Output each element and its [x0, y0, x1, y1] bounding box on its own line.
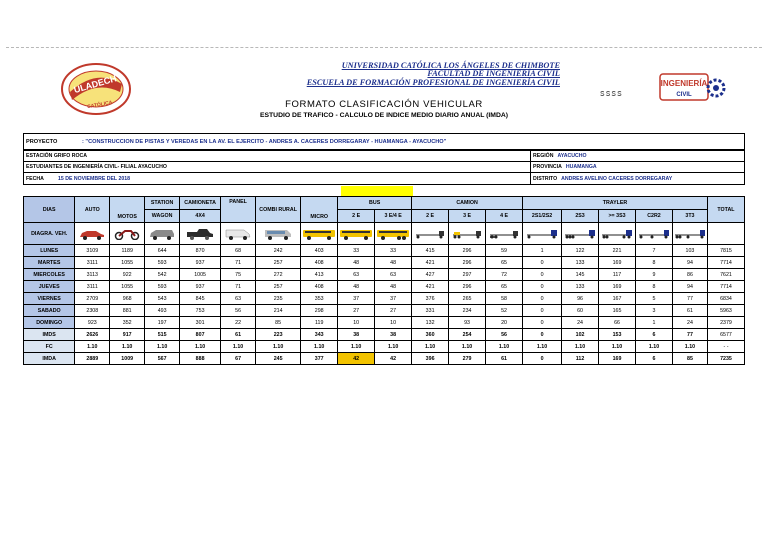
- minibus-icon: [263, 228, 293, 240]
- cell: 167: [599, 293, 636, 305]
- cell: 360: [412, 329, 449, 341]
- cell: 52: [486, 305, 523, 317]
- cell: 77: [672, 329, 707, 341]
- pickup-icon: [185, 228, 215, 240]
- cell: 20: [486, 317, 523, 329]
- cell: 1189: [110, 245, 145, 257]
- col-trayler-3t3: 3T3: [672, 210, 707, 223]
- row-day: MIERCOLES: [24, 269, 75, 281]
- cell: 60: [562, 305, 599, 317]
- cell: 1.10: [221, 341, 256, 353]
- col-trayler-2s3: 2S3: [562, 210, 599, 223]
- cell: 254: [449, 329, 486, 341]
- cell: 1.10: [75, 341, 110, 353]
- cell: 48: [375, 257, 412, 269]
- cell: 94: [672, 257, 707, 269]
- project-label: PROYECTO: [26, 138, 58, 145]
- cell: 61: [486, 353, 523, 365]
- cell: 845: [180, 293, 221, 305]
- row-day: VIERNES: [24, 293, 75, 305]
- cell: 1.10: [256, 341, 301, 353]
- cell: 7714: [707, 281, 744, 293]
- cell: 427: [412, 269, 449, 281]
- header-row-1: [24, 197, 745, 210]
- total-diagram-empty: [707, 223, 744, 245]
- province-label: PROVINCIA: [533, 164, 562, 170]
- cell: 2626: [75, 329, 110, 341]
- cell: 493: [145, 305, 180, 317]
- col-camion-2e: 2 E: [412, 210, 449, 223]
- university-line-1: UNIVERSIDAD CATÓLICA LOS ÁNGELES DE CHIMBOTE: [341, 61, 560, 70]
- cell: 42: [375, 353, 412, 365]
- cell: 169: [599, 281, 636, 293]
- cell: 301: [180, 317, 221, 329]
- cell: 234: [449, 305, 486, 317]
- cell: 644: [145, 245, 180, 257]
- table-row: [24, 305, 745, 317]
- cell: 937: [180, 281, 221, 293]
- cell: 1: [523, 245, 562, 257]
- cell: 257: [256, 281, 301, 293]
- camioneta-diagram: [180, 223, 221, 245]
- cell: 3: [636, 305, 673, 317]
- cell: 1.10: [412, 341, 449, 353]
- cell: 413: [301, 269, 338, 281]
- cell: 93: [449, 317, 486, 329]
- cell: 1.10: [449, 341, 486, 353]
- col-camioneta: CAMIONETA: [180, 197, 221, 210]
- row-day: DOMINGO: [24, 317, 75, 329]
- table-row: [24, 317, 745, 329]
- trayler-3t3-diagram: [672, 223, 707, 245]
- cell: 85: [256, 317, 301, 329]
- cell: 132: [412, 317, 449, 329]
- col-bus: BUS: [338, 197, 412, 210]
- university-line-2: FACULTAD DE INGENIERÍA CIVIL: [427, 69, 560, 79]
- trayler-2s1-diagram: [523, 223, 562, 245]
- cell: 63: [375, 269, 412, 281]
- svg-text:CIVIL: CIVIL: [676, 92, 692, 98]
- row-day: LUNES: [24, 245, 75, 257]
- cell: 8: [636, 281, 673, 293]
- cell: 0: [523, 317, 562, 329]
- cell: 58: [486, 293, 523, 305]
- info-row-2: [24, 162, 744, 173]
- cell: 298: [301, 305, 338, 317]
- cell: 214: [256, 305, 301, 317]
- traffic-table: [23, 196, 745, 365]
- cell: 917: [110, 329, 145, 341]
- cell: 22: [221, 317, 256, 329]
- imds-row: [24, 329, 745, 341]
- cell: 169: [599, 257, 636, 269]
- col-bus-3e: 3 E/4 E: [375, 210, 412, 223]
- cell: 65: [486, 257, 523, 269]
- cell: 24: [562, 317, 599, 329]
- cell: 567: [145, 353, 180, 365]
- svg-text:INGENIERÍA: INGENIERÍA: [660, 79, 708, 88]
- date-value: 15 DE NOVIEMBRE DEL 2018: [58, 175, 130, 182]
- station-diagram: [145, 223, 180, 245]
- cell: 296: [449, 245, 486, 257]
- col-panel: PANEL: [221, 197, 256, 223]
- fc-label: FC: [24, 341, 75, 353]
- cell: 0: [523, 329, 562, 341]
- students-label: ESTUDIANTES DE INGENIERÍA CIVIL- FILIAL AYACUCHO: [26, 164, 167, 170]
- cell: 1.10: [672, 341, 707, 353]
- info-row-1: [24, 151, 744, 162]
- cell: 223: [256, 329, 301, 341]
- cell: 0: [523, 293, 562, 305]
- cell: 542: [145, 269, 180, 281]
- cell: 86: [672, 269, 707, 281]
- cell: 242: [256, 245, 301, 257]
- camion-4e-diagram: [486, 223, 523, 245]
- cell: 103: [672, 245, 707, 257]
- cell: 153: [599, 329, 636, 341]
- bus-2e-diagram: [338, 223, 375, 245]
- cell: 33: [375, 245, 412, 257]
- cell: 515: [145, 329, 180, 341]
- cell: 133: [562, 281, 599, 293]
- station-label: ESTACIÓN GRIFO ROCA: [26, 153, 88, 159]
- page-subtitle: ESTUDIO DE TRAFICO - CALCULO DE INDICE MEDIO DIARIO ANUAL (IMDA): [259, 112, 509, 119]
- cell: 279: [449, 353, 486, 365]
- table-row: [24, 257, 745, 269]
- col-auto: AUTO: [75, 197, 110, 223]
- cell: 1.10: [180, 341, 221, 353]
- row-day: JUEVES: [24, 281, 75, 293]
- micro-bus-icon: [302, 228, 336, 240]
- micro-diagram: [301, 223, 338, 245]
- cell: 922: [110, 269, 145, 281]
- cell: 245: [256, 353, 301, 365]
- cell: 42: [338, 353, 375, 365]
- cell: 408: [301, 257, 338, 269]
- cell: 2889: [75, 353, 110, 365]
- cell: 1009: [110, 353, 145, 365]
- cell: 353: [301, 293, 338, 305]
- panel-diagram: [221, 223, 256, 245]
- cell: 807: [180, 329, 221, 341]
- cell: 343: [301, 329, 338, 341]
- cell: 65: [486, 281, 523, 293]
- cell: 403: [301, 245, 338, 257]
- cell: 117: [599, 269, 636, 281]
- cell: 9: [636, 269, 673, 281]
- cell: 968: [110, 293, 145, 305]
- svg-text:ULADECH: ULADECH: [72, 73, 118, 95]
- col-dias: DIAS: [24, 197, 75, 223]
- col-motos: MOTOS: [110, 197, 145, 223]
- cell: 63: [338, 269, 375, 281]
- truck-3e-icon: [450, 228, 484, 240]
- cell: 122: [562, 245, 599, 257]
- cell: 102: [562, 329, 599, 341]
- cell: 37: [338, 293, 375, 305]
- cell: 421: [412, 281, 449, 293]
- cell: 7621: [707, 269, 744, 281]
- trayler-2s3-diagram: [562, 223, 599, 245]
- university-line-3: ESCUELA DE FORMACIÓN PROFESIONAL DE INGENIERÍA CIVIL: [306, 77, 560, 87]
- date-label: FECHA: [26, 175, 44, 182]
- cell: 48: [338, 281, 375, 293]
- cell: 0: [523, 269, 562, 281]
- cell: 1.10: [599, 341, 636, 353]
- cell: 376: [412, 293, 449, 305]
- cell: 48: [375, 281, 412, 293]
- cell: 937: [180, 257, 221, 269]
- cell: 221: [599, 245, 636, 257]
- cell: 112: [562, 353, 599, 365]
- cell: 66: [599, 317, 636, 329]
- cell: 10: [338, 317, 375, 329]
- table-row: [24, 269, 745, 281]
- cell: 6: [636, 329, 673, 341]
- cell: 0: [523, 305, 562, 317]
- cell: 265: [449, 293, 486, 305]
- cell: 3111: [75, 281, 110, 293]
- cell: 377: [301, 353, 338, 365]
- col-camion-4e: 4 E: [486, 210, 523, 223]
- cell: 888: [180, 353, 221, 365]
- col-trayler: TRAYLER: [523, 197, 708, 210]
- cell: 7714: [707, 257, 744, 269]
- cell: 1.10: [562, 341, 599, 353]
- cell: 6834: [707, 293, 744, 305]
- row-day: MARTES: [24, 257, 75, 269]
- table-row: [24, 245, 745, 257]
- cell: 27: [338, 305, 375, 317]
- svg-text:CATÓLICA: CATÓLICA: [86, 99, 113, 111]
- cell: 257: [256, 257, 301, 269]
- cell: 297: [449, 269, 486, 281]
- cell: 63: [221, 293, 256, 305]
- cell: 2709: [75, 293, 110, 305]
- combi-diagram: [256, 223, 301, 245]
- cell: 7235: [707, 353, 744, 365]
- info-row-3: [24, 173, 744, 184]
- cell: 1.10: [375, 341, 412, 353]
- col-combi: COMBI RURAL: [256, 197, 301, 223]
- district-value: ANDRES AVELINO CACERES DORREGARAY: [561, 175, 673, 182]
- cell: 296: [449, 281, 486, 293]
- cell: 5: [636, 293, 673, 305]
- cell: 5963: [707, 305, 744, 317]
- page-title: FORMATO CLASIFICACIÓN VEHICULAR: [285, 99, 483, 110]
- top-dashed-divider: [6, 47, 762, 48]
- project-box: [23, 133, 745, 150]
- province-value: HUAMANGA: [565, 164, 597, 170]
- cell: 0: [523, 353, 562, 365]
- cell: 38: [375, 329, 412, 341]
- bus-3e-diagram: [375, 223, 412, 245]
- cell: 881: [110, 305, 145, 317]
- semi-2s1-icon: [525, 228, 559, 240]
- cell: 59: [486, 245, 523, 257]
- region-label: REGIÓN: [533, 153, 554, 159]
- imds-label: IMDS: [24, 329, 75, 341]
- trayler-3s3-diagram: [599, 223, 636, 245]
- small-figures: ꜱꜱꜱꜱ: [600, 88, 623, 98]
- col-total: TOTAL: [707, 197, 744, 223]
- highlight-cell: [341, 186, 413, 196]
- cell: 94: [672, 281, 707, 293]
- cell: 296: [449, 257, 486, 269]
- cell: 27: [375, 305, 412, 317]
- cell: - -: [707, 341, 744, 353]
- cell: 1.10: [523, 341, 562, 353]
- cell: 6: [636, 353, 673, 365]
- truck-trailer-3t3-icon: [673, 228, 707, 240]
- cell: 3113: [75, 269, 110, 281]
- col-wagon: WAGON: [145, 210, 180, 223]
- cell: 1.10: [338, 341, 375, 353]
- cell: 38: [338, 329, 375, 341]
- cell: 67: [221, 353, 256, 365]
- col-station: STATION: [145, 197, 180, 210]
- cell: 272: [256, 269, 301, 281]
- cell: 71: [221, 281, 256, 293]
- info-box: [23, 150, 745, 185]
- col-camion: CAMION: [412, 197, 523, 210]
- cell: 24: [672, 317, 707, 329]
- truck-4e-icon: [487, 228, 521, 240]
- cell: 56: [486, 329, 523, 341]
- panel-van-icon: [224, 228, 252, 240]
- cell: 1: [636, 317, 673, 329]
- truck-2e-icon: [413, 228, 447, 240]
- semi-3s3-icon: [600, 228, 634, 240]
- cell: 61: [672, 305, 707, 317]
- bus-large-icon: [376, 228, 410, 240]
- cell: 10: [375, 317, 412, 329]
- cell: 1055: [110, 281, 145, 293]
- cell: 1005: [180, 269, 221, 281]
- col-trayler-3s3: >= 3S3: [599, 210, 636, 223]
- cell: 0: [523, 257, 562, 269]
- cell: 197: [145, 317, 180, 329]
- trayler-c2r2-diagram: [636, 223, 673, 245]
- project-value: : "CONSTRUCCION DE PISTAS Y VEREDAS EN LA AV. EL EJERCITO - ANDRES A. CACERES DORREGARAY - HUAMANGA - AYACUCHO": [82, 138, 447, 145]
- cell: 75: [221, 269, 256, 281]
- cell: 145: [562, 269, 599, 281]
- cell: 3111: [75, 257, 110, 269]
- imda-row: [24, 353, 745, 365]
- cell: 68: [221, 245, 256, 257]
- cell: 1.10: [301, 341, 338, 353]
- cell: 7815: [707, 245, 744, 257]
- cell: 421: [412, 257, 449, 269]
- diagram-label: DIAGRA. VEH.: [24, 223, 75, 245]
- cell: 543: [145, 293, 180, 305]
- cell: 1.10: [145, 341, 180, 353]
- cell: 396: [412, 353, 449, 365]
- cell: 0: [523, 281, 562, 293]
- cell: 415: [412, 245, 449, 257]
- truck-trailer-c2r2-icon: [637, 228, 671, 240]
- district-label: DISTRITO: [533, 175, 558, 182]
- cell: 96: [562, 293, 599, 305]
- col-bus-2e: 2 E: [338, 210, 375, 223]
- cell: 1.10: [110, 341, 145, 353]
- cell: 923: [75, 317, 110, 329]
- fc-row: [24, 341, 745, 353]
- cell: 2308: [75, 305, 110, 317]
- cell: 169: [599, 353, 636, 365]
- cell: 85: [672, 353, 707, 365]
- cell: 48: [338, 257, 375, 269]
- cell: 33: [338, 245, 375, 257]
- cell: 37: [375, 293, 412, 305]
- cell: 72: [486, 269, 523, 281]
- camion-2e-diagram: [412, 223, 449, 245]
- col-4x4: 4X4: [180, 210, 221, 223]
- cell: 352: [110, 317, 145, 329]
- motos-diagram: [110, 223, 145, 245]
- table-row: [24, 293, 745, 305]
- cell: 119: [301, 317, 338, 329]
- cell: 2379: [707, 317, 744, 329]
- project-row: [24, 134, 744, 149]
- cell: 3109: [75, 245, 110, 257]
- cell: 133: [562, 257, 599, 269]
- cell: 1.10: [486, 341, 523, 353]
- cell: 8: [636, 257, 673, 269]
- cell: 331: [412, 305, 449, 317]
- vehicle-diagram-row: [24, 223, 745, 245]
- camion-3e-diagram: [449, 223, 486, 245]
- cell: 77: [672, 293, 707, 305]
- bus-icon: [339, 228, 373, 240]
- col-trayler-2s1: 2S1/2S2: [523, 210, 562, 223]
- cell: 7: [636, 245, 673, 257]
- cell: 593: [145, 281, 180, 293]
- cell: 6577: [707, 329, 744, 341]
- cell: 1055: [110, 257, 145, 269]
- car-icon: [78, 228, 106, 240]
- motorcycle-icon: [113, 228, 141, 240]
- cell: 235: [256, 293, 301, 305]
- col-micro: MICRO: [301, 197, 338, 223]
- cell: 408: [301, 281, 338, 293]
- cell: 870: [180, 245, 221, 257]
- cell: 1.10: [636, 341, 673, 353]
- cell: 753: [180, 305, 221, 317]
- table-row: [24, 281, 745, 293]
- row-day: SABADO: [24, 305, 75, 317]
- auto-diagram: [75, 223, 110, 245]
- col-camion-3e: 3 E: [449, 210, 486, 223]
- cell: 71: [221, 257, 256, 269]
- cell: 56: [221, 305, 256, 317]
- region-value: AYACUCHO: [557, 153, 587, 159]
- col-trayler-c2r2: C2R2: [636, 210, 673, 223]
- cell: 61: [221, 329, 256, 341]
- cell: 165: [599, 305, 636, 317]
- university-heading: [260, 62, 560, 87]
- semi-2s3-icon: [563, 228, 597, 240]
- cell: 593: [145, 257, 180, 269]
- imda-label: IMDA: [24, 353, 75, 365]
- station-wagon-icon: [148, 228, 176, 240]
